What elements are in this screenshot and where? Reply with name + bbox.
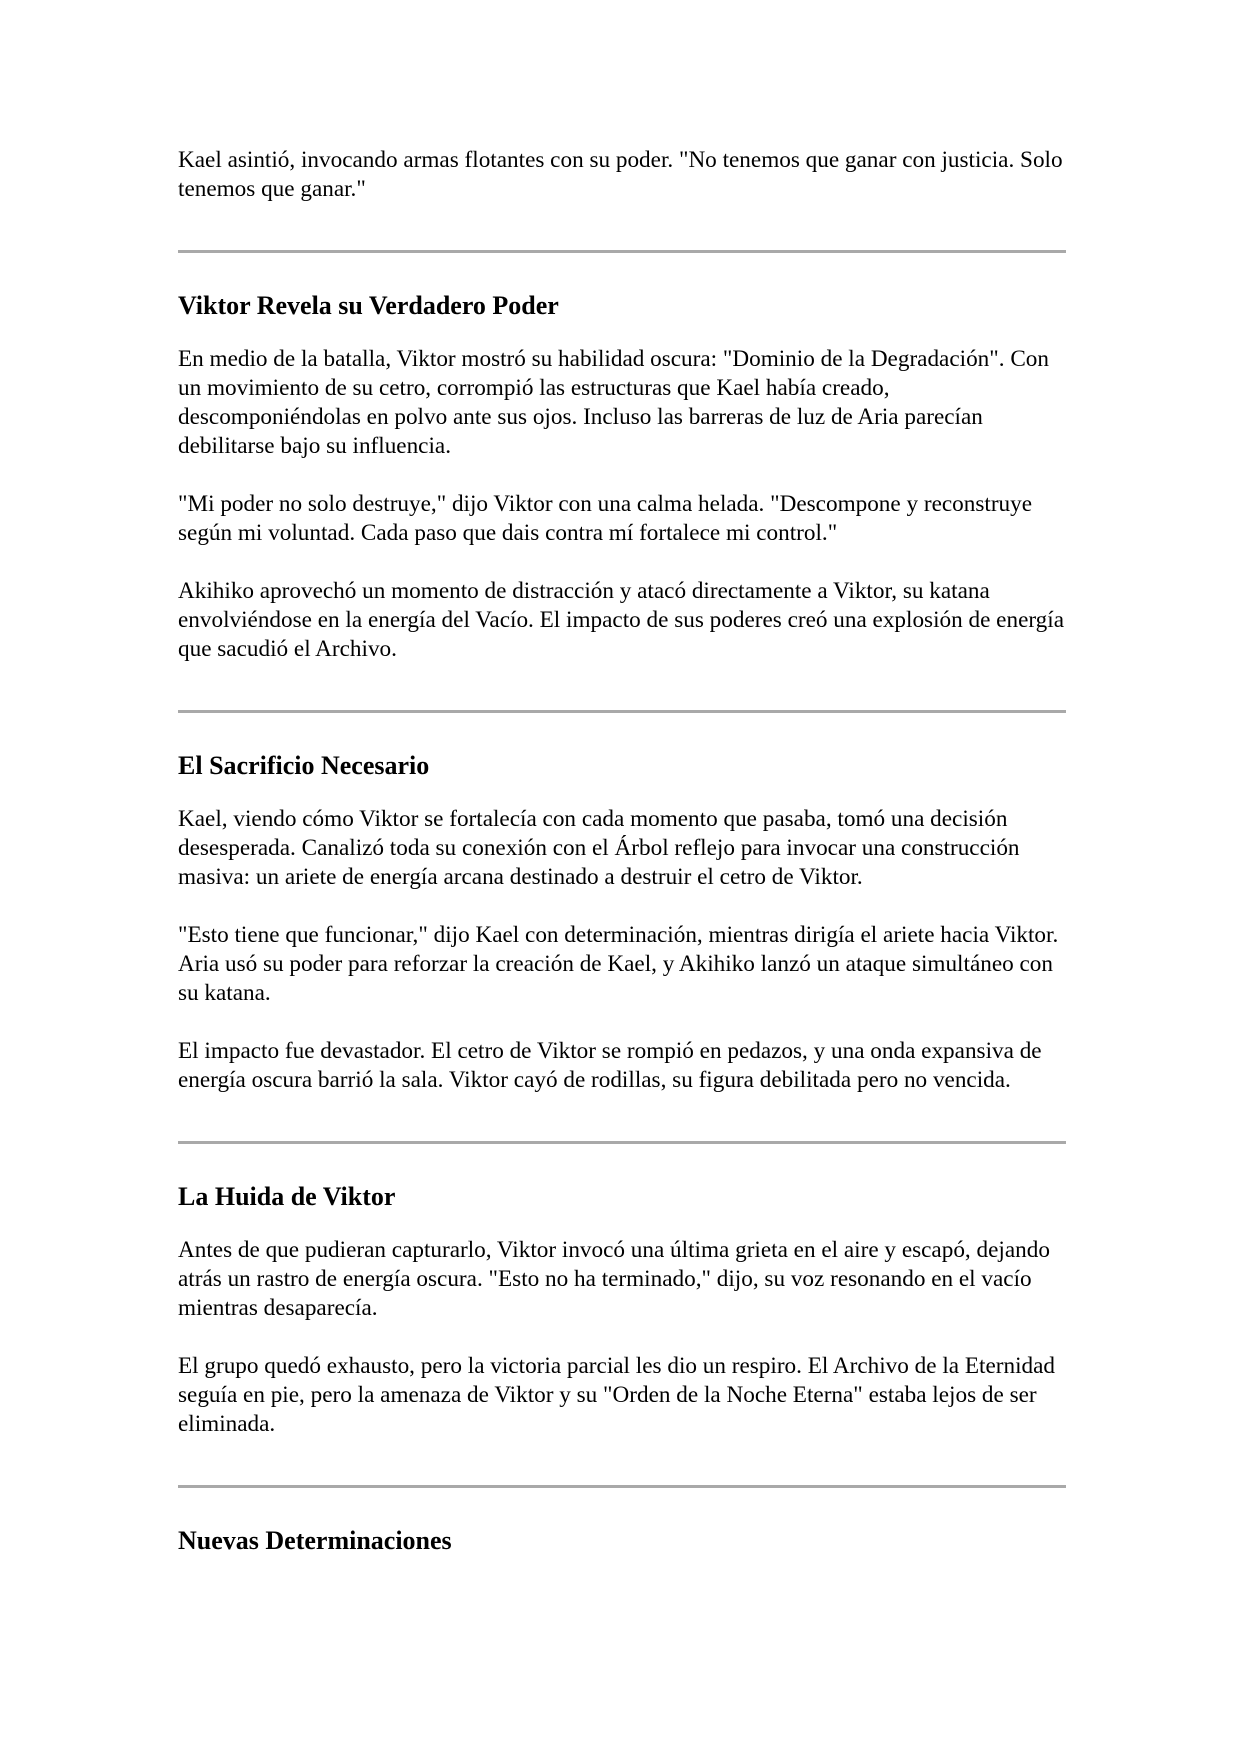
section-heading: La Huida de Viktor xyxy=(178,1182,396,1211)
section-divider xyxy=(178,710,1066,713)
document-page xyxy=(178,146,1066,1557)
section-paragraph: Antes de que pudieran capturarlo, Viktor invocó una última grieta en el aire y escapó, dejando atrás un rastro de energía oscura. "Esto no ha terminado," dijo, su voz resonando en el vacío mientras desaparecía. xyxy=(178,1237,1050,1321)
section-body xyxy=(178,1236,1066,1439)
section-paragraph: "Esto tiene que funcionar," dijo Kael con determinación, mientras dirigía el ariete hacia Viktor. Aria usó su poder para reforzar la creación de Kael, y Akihiko lanzó un ataque simultáneo con su katana. xyxy=(178,922,1059,1006)
intro-paragraph: Kael asintió, invocando armas flotantes con su poder. "No tenemos que ganar con justicia. Solo tenemos que ganar." xyxy=(178,147,1063,202)
section-paragraph: El grupo quedó exhausto, pero la victoria parcial les dio un respiro. El Archivo de la Eternidad seguía en pie, pero la amenaza de Viktor y su "Orden de la Noche Eterna" estaba lejos de ser eliminada. xyxy=(178,1353,1055,1437)
section-body xyxy=(178,345,1066,664)
section-heading: Viktor Revela su Verdadero Poder xyxy=(178,291,559,320)
section-paragraph: En medio de la batalla, Viktor mostró su habilidad oscura: "Dominio de la Degradación". Con un movimiento de su cetro, corrompió las estructuras que Kael había creado, descomponiéndolas en polvo ante sus ojos. Incluso las barreras de luz de Aria parecían debilitarse bajo su influencia. xyxy=(178,346,1049,459)
section-paragraph: Kael, viendo cómo Viktor se fortalecía con cada momento que pasaba, tomó una decisión desesperada. Canalizó toda su conexión con el Árbol reflejo para invocar una construcción masiva: un ariete de energía arcana destinado a destruir el cetro de Viktor. xyxy=(178,806,1020,890)
section-paragraph: Akihiko aprovechó un momento de distracción y atacó directamente a Viktor, su katana envolviéndose en la energía del Vacío. El impacto de sus poderes creó una explosión de energía que sacudió el Archivo. xyxy=(178,578,1064,662)
section-paragraph: "Mi poder no solo destruye," dijo Viktor con una calma helada. "Descompone y reconstruye según mi voluntad. Cada paso que dais contra mí fortalece mi control." xyxy=(178,491,1033,546)
section-heading: Nuevas Determinaciones xyxy=(178,1526,452,1555)
section-divider xyxy=(178,250,1066,253)
section-paragraph: El impacto fue devastador. El cetro de Viktor se rompió en pedazos, y una onda expansiva de energía oscura barrió la sala. Viktor cayó de rodillas, su figura debilitada pero no vencida. xyxy=(178,1038,1042,1093)
section-divider xyxy=(178,1141,1066,1144)
section-divider xyxy=(178,1485,1066,1488)
section-heading: El Sacrificio Necesario xyxy=(178,751,430,780)
section-body xyxy=(178,805,1066,1095)
